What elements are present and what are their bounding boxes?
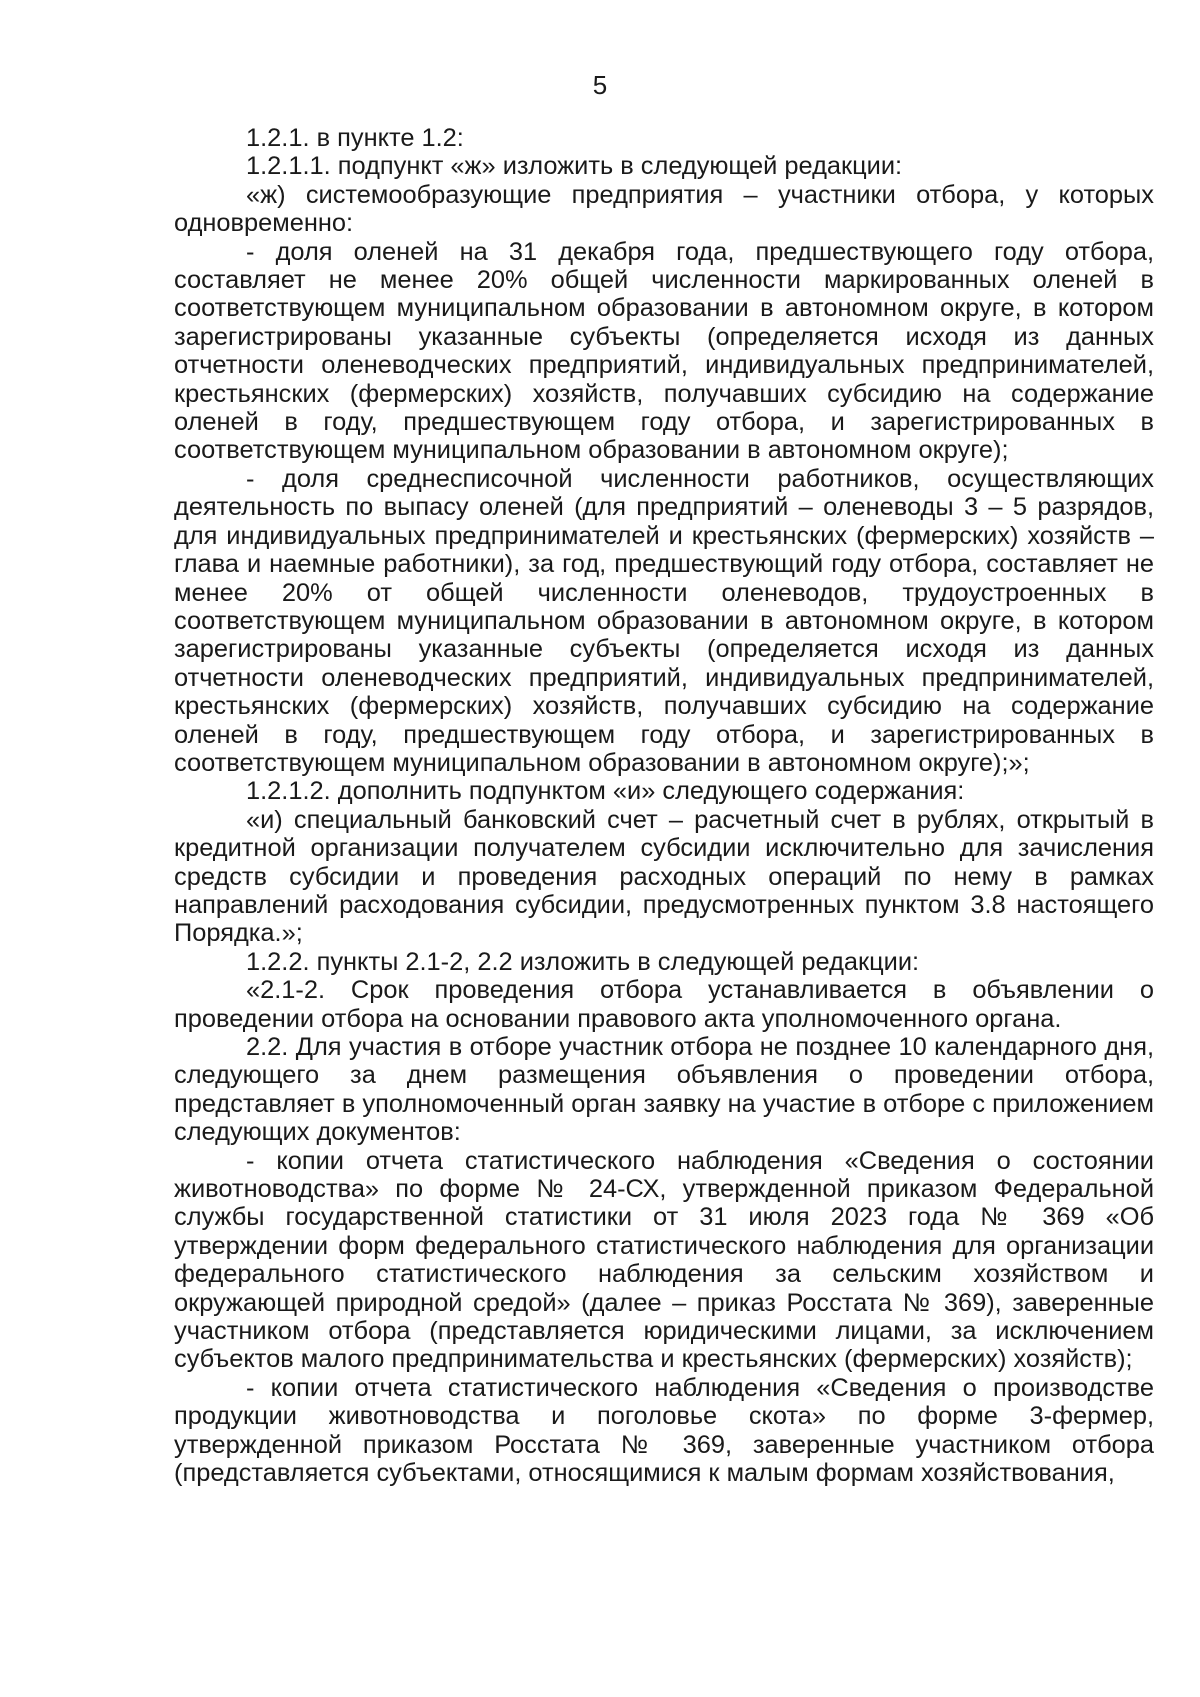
paragraph: 1.2.1.2. дополнить подпунктом «и» следующего содержания: <box>246 777 965 806</box>
paragraph: - копии отчета статистического наблюдения «Сведения о производстве продукции животноводства и поголовье скота» по форме 3-фермер, утвержденной приказом Росстата № 369, заверенные участником отбора (представляется субъектами, относящимися к малым формам хозяйствования, <box>174 1373 1154 1488</box>
paragraph: 2.2. Для участия в отборе участник отбора не позднее 10 календарного дня, следующего за днем размещения объявления о проведении отбора, представляет в уполномоченный орган заявку на участие в отборе с приложением следующих документов: <box>174 1033 1154 1147</box>
paragraph: «2.1-2. Срок проведения отбора устанавливается в объявлении о проведении отбора на основании правового акта уполномоченного органа. <box>174 976 1154 1033</box>
paragraph: 1.2.1. в пункте 1.2: <box>246 124 464 152</box>
paragraph: 1.2.2. пункты 2.1-2, 2.2 изложить в следующей редакции: <box>246 947 920 976</box>
paragraph: 1.2.1.1. подпункт «ж» изложить в следующей редакции: <box>246 152 903 181</box>
paragraph: - доля среднесписочной численности работников, осуществляющих деятельность по выпасу оленей (для предприятий – оленеводы 3 – 5 разрядов, для индивидуальных предпринимателей и крестьянских (фермерских) хозяйств – глава и наемные работники), за год, предшествующий году отбора, составляет не менее 20% от общей численности оленеводов, трудоустроенных в соответствующем муниципальном образовании в автономном округе, в котором зарегистрированы указанные субъекты (определяется исходя из данных отчетности оленеводческих предприятий, индивидуальных предпринимателей, крестьянских (фермерских) хозяйств, получавших субсидию на содержание оленей в году, предшествующем году отбора, и зарегистрированных в соответствующем муниципальном образовании в автономном округе);»; <box>174 464 1154 777</box>
paragraph: «и) специальный банковский счет – расчетный счет в рублях, открытый в кредитной организации получателем субсидии исключительно для зачисления средств субсидии и проведения расходных операций по нему в рамках направлений расходования субсидии, предусмотренных пунктом 3.8 настоящего Порядка.»; <box>174 805 1154 948</box>
paragraph: «ж) системообразующие предприятия – участники отбора, у которых одновременно: <box>174 180 1154 238</box>
paragraph: - копии отчета статистического наблюдения «Сведения о состоянии животноводства» по форме № 24-СХ, утвержденной приказом Федеральной службы государственной статистики от 31 июля 2023 года № 369 «Об утверждении форм федерального статистического наблюдения для организации федерального статистического наблюдения за сельским хозяйством и окружающей природной средой» (далее – приказ Росстата № 369), заверенные участником отбора (представляется юридическими лицами, за исключением субъектов малого предпринимательства и крестьянских (фермерских) хозяйств); <box>174 1146 1154 1374</box>
paragraph: - доля оленей на 31 декабря года, предшествующего году отбора, составляет не менее 20% общей численности маркированных оленей в соответствующем муниципальном образовании в автономном округе, в котором зарегистрированы указанные субъекты (определяется исходя из данных отчетности оленеводческих предприятий, индивидуальных предпринимателей, крестьянских (фермерских) хозяйств, получавших субсидию на содержание оленей в году, предшествующем году отбора, и зарегистрированных в соответствующем муниципальном образовании в автономном округе); <box>174 237 1154 465</box>
document-body <box>174 124 1154 1488</box>
page-number: 5 <box>592 70 608 100</box>
